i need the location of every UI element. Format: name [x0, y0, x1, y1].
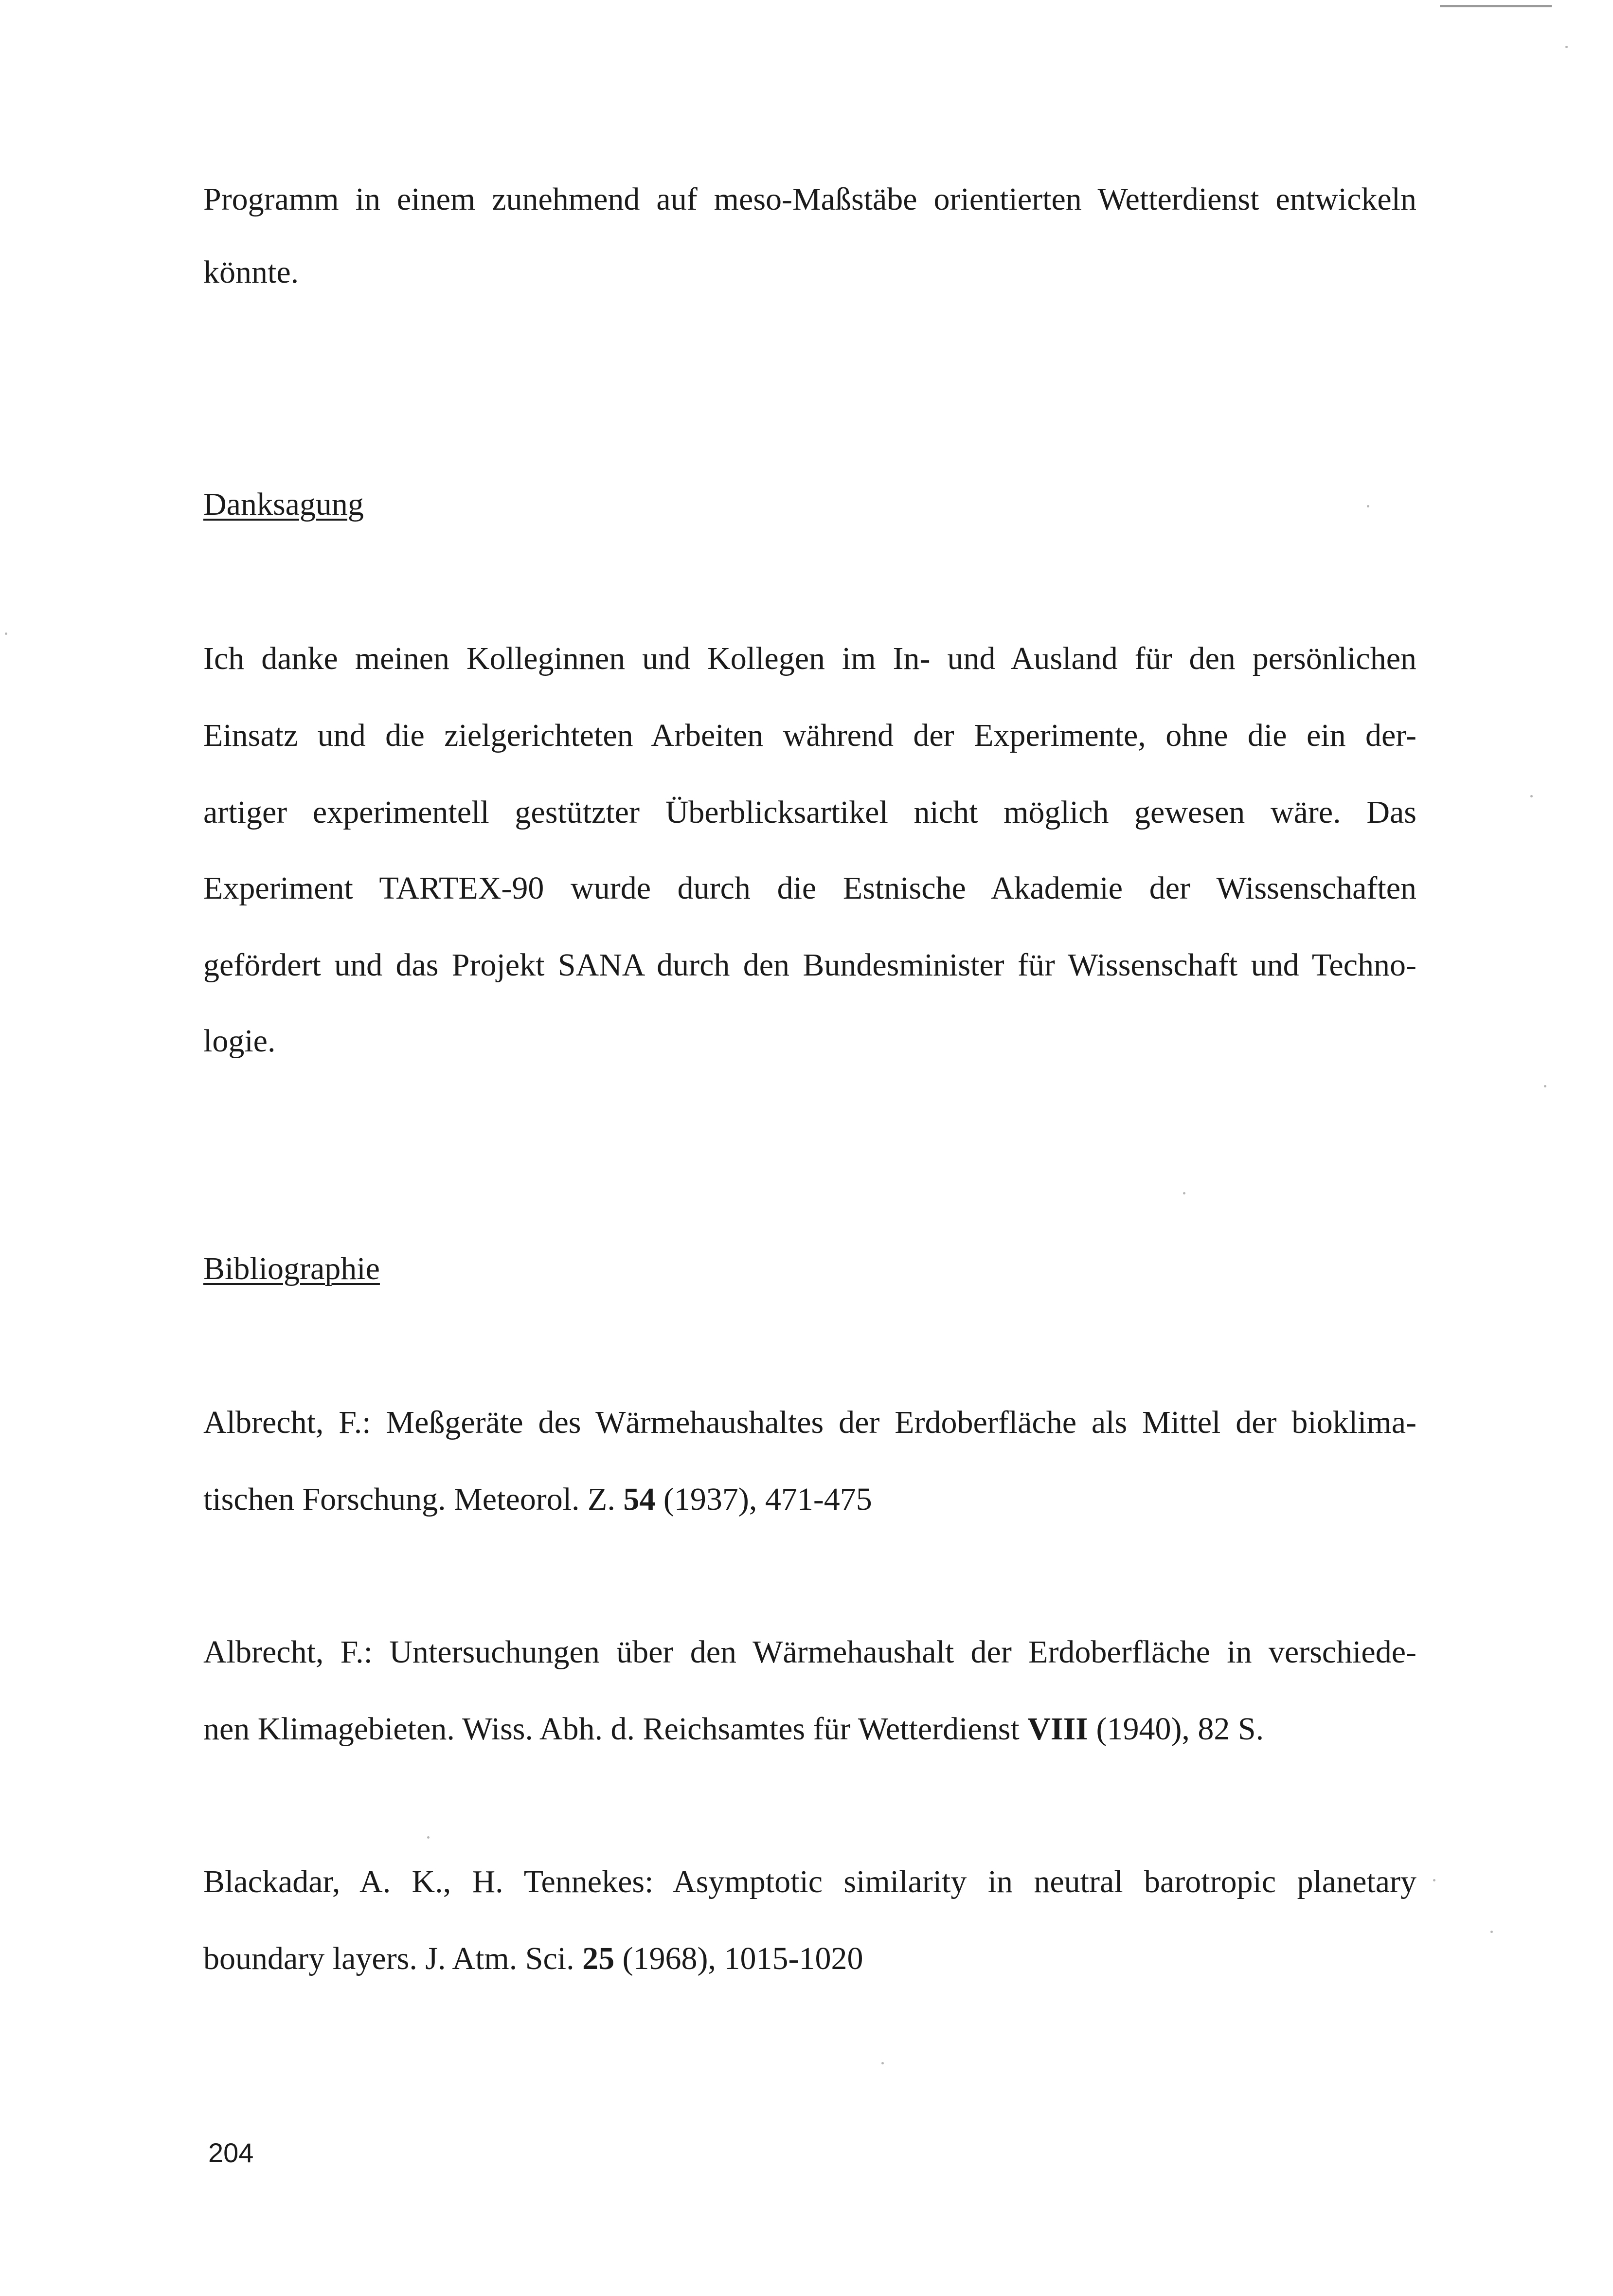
bibliography-entry-line: Albrecht, F.: Untersuchungen über den Wärmehaushalt der Erdoberfläche in verschiede-	[203, 1634, 1416, 1670]
acknowledgement-line: artiger experimentell gestützter Überblicksartikel nicht möglich gewesen wäre. Das	[203, 795, 1416, 830]
scan-speck	[1565, 46, 1568, 48]
acknowledgement-line: Einsatz und die zielgerichteten Arbeiten während der Experimente, ohne die ein der-	[203, 718, 1416, 753]
scan-speck	[5, 633, 7, 635]
body-line: könnte.	[203, 254, 299, 290]
scan-speck	[881, 2062, 884, 2064]
citation-volume: VIII	[1027, 1711, 1088, 1747]
citation-text: (1937), 471-475	[655, 1482, 872, 1517]
bibliography-entry-line	[203, 1480, 872, 1519]
body-line: Programm in einem zunehmend auf meso-Maßstäbe orientierten Wetterdienst entwickeln	[203, 181, 1416, 217]
citation-volume: 54	[623, 1482, 656, 1517]
citation-volume: 25	[582, 1941, 615, 1976]
scan-speck	[427, 1836, 430, 1839]
scan-speck	[1183, 1192, 1185, 1194]
bibliography-entry-line	[203, 1939, 863, 1978]
acknowledgement-line: Ich danke meinen Kolleginnen und Kollegen im In- und Ausland für den persönlichen	[203, 641, 1416, 676]
acknowledgement-line: gefördert und das Projekt SANA durch den Bundesminister für Wissenschaft und Techno-	[203, 947, 1416, 983]
page-number: 204	[208, 2137, 254, 2168]
citation-text: boundary layers. J. Atm. Sci.	[203, 1941, 583, 1976]
scan-speck	[1367, 505, 1369, 507]
citation-text: (1940), 82 S.	[1088, 1711, 1264, 1747]
acknowledgement-line: logie.	[203, 1023, 276, 1059]
scan-speck	[1530, 795, 1533, 797]
bibliography-entry-line	[203, 1710, 1264, 1749]
citation-text: tischen Forschung. Meteorol. Z.	[203, 1482, 624, 1517]
scan-speck	[1544, 1085, 1546, 1087]
acknowledgement-line: Experiment TARTEX-90 wurde durch die Estnische Akademie der Wissenschaften	[203, 870, 1416, 906]
acknowledgement-heading: Danksagung	[203, 487, 364, 522]
bibliography-entry-line: Albrecht, F.: Meßgeräte des Wärmehaushaltes der Erdoberfläche als Mittel der bioklima-	[203, 1405, 1416, 1440]
citation-text: nen Klimagebieten. Wiss. Abh. d. Reichsamtes für Wetterdienst	[203, 1711, 1028, 1747]
bibliography-heading: Bibliographie	[203, 1251, 380, 1286]
citation-text: (1968), 1015-1020	[614, 1941, 863, 1976]
scan-speck	[1490, 1931, 1493, 1933]
scan-speck	[1433, 1879, 1435, 1881]
bibliography-entry-line: Blackadar, A. K., H. Tennekes: Asymptotic similarity in neutral barotropic planetary	[203, 1864, 1416, 1899]
